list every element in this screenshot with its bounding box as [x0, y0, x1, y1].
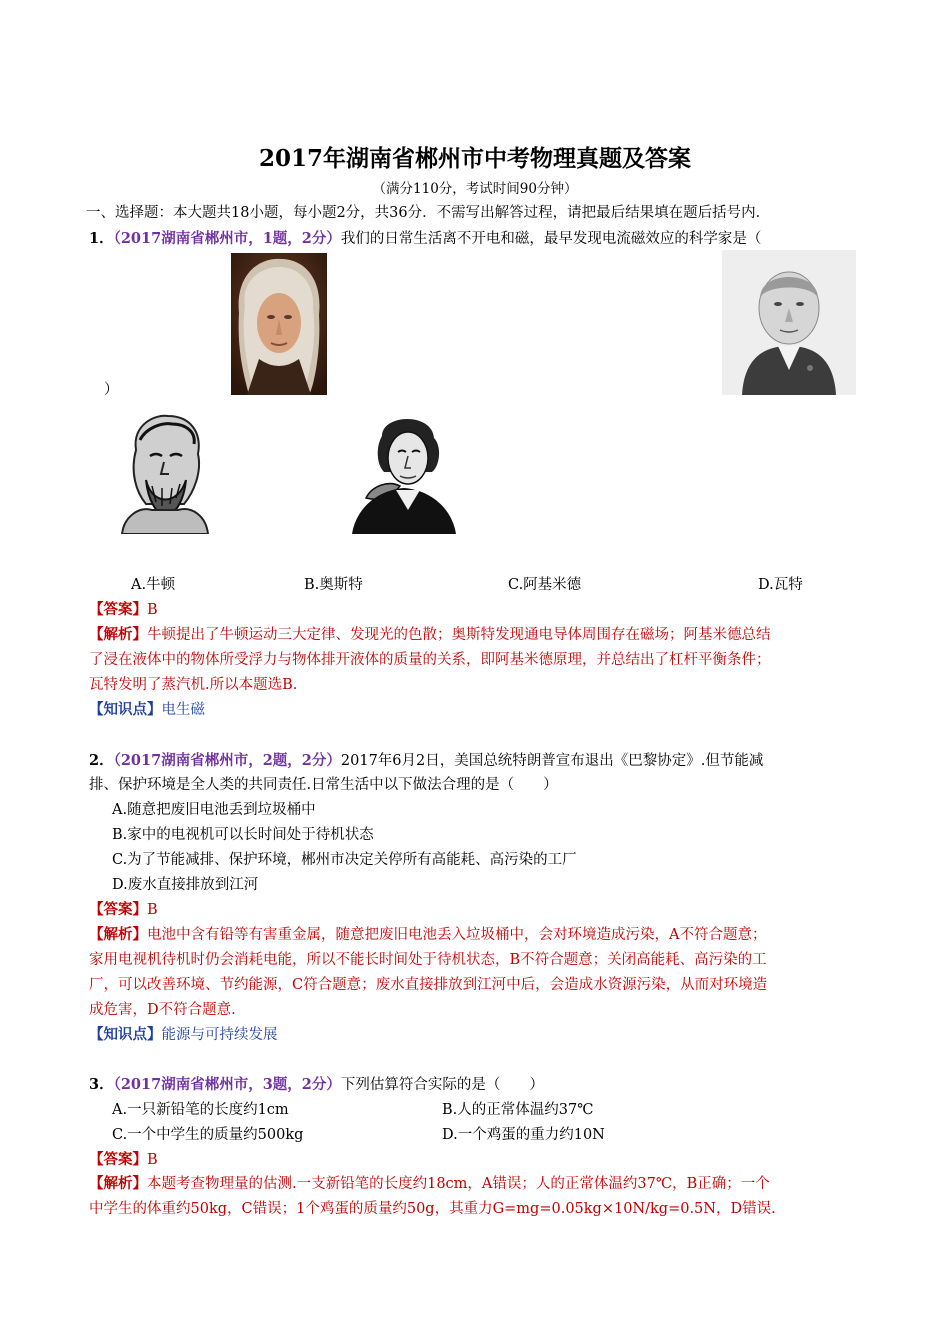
q3-option-d: D.一个鸡蛋的重力约10N [442, 1127, 605, 1143]
knowledge-label: 【知识点】 [89, 701, 162, 718]
question-1-close-paren: ） [104, 382, 119, 398]
question-number: 2． [89, 752, 114, 769]
question-source: （2017湖南省郴州市，3题，2分） [113, 1076, 341, 1093]
answer-label: 【答案】 [89, 901, 147, 918]
q2-option-a: A.随意把废旧电池丢到垃圾桶中 [112, 802, 316, 818]
q1-analysis-line-3: 瓦特发明了蒸汽机.所以本题选B. [89, 677, 298, 693]
q3-analysis-line-2: 中学生的体重约50kg，C错误；1个鸡蛋的质量约50g，其重力G=mg=0.05kg×10N/kg=0.5N，D错误. [89, 1201, 776, 1217]
answer-label: 【答案】 [89, 1151, 147, 1168]
q2-option-c: C.为了节能减排、保护环境，郴州市决定关停所有高能耗、高污染的工厂 [112, 852, 577, 868]
analysis-text: 电池中含有铅等有害重金属，随意把废旧电池丢入垃圾桶中，会对环境造成污染，A不符合题意； [147, 927, 767, 943]
q3-analysis-line-1 [89, 1175, 770, 1193]
q1-knowledge [89, 701, 205, 719]
question-2-stem-line-1 [89, 752, 763, 770]
page-title: 2017年湖南省郴州市中考物理真题及答案 [258, 145, 691, 172]
q2-analysis-line-3: 厂，可以改善环境、节约能源，C符合题意；废水直接排放到江河中后，会造成水资源污染，从而对环境造 [89, 977, 768, 993]
watt-portrait [342, 406, 466, 534]
question-2-stem-line-2: 排、保护环境是全人类的共同责任.日常生活中以下做法合理的是（ ） [89, 777, 558, 793]
q1-option-d: D.瓦特 [758, 577, 803, 593]
q2-analysis-line-2: 家用电视机待机时仍会消耗电能，所以不能长时间处于待机状态，B不符合题意；关闭高能耗、高污染的工 [89, 952, 767, 968]
q3-option-c: C.一个中学生的质量约500kg [112, 1127, 304, 1143]
answer-value: B [147, 602, 158, 618]
archimedes-portrait [106, 410, 224, 534]
q1-analysis-line-2: 了浸在液体中的物体所受浮力与物体排开液体的质量的关系，即阿基米德原理，并总结出了杠杆平衡条件； [89, 652, 771, 668]
question-number: 3． [89, 1076, 114, 1093]
q2-option-d: D.废水直接排放到江河 [112, 877, 259, 893]
question-number: 1． [89, 230, 114, 247]
analysis-label: 【解析】 [89, 926, 147, 943]
analysis-text: 牛顿提出了牛顿运动三大定律、发现光的色散；奥斯特发现通电导体周围存在磁场；阿基米德总结 [147, 627, 771, 643]
section-heading: 一、选择题：本大题共18小题，每小题2分，共36分．不需写出解答过程，请把最后结果填在题后括号内． [86, 205, 771, 221]
analysis-text: 本题考查物理量的估测.一支新铅笔的长度约18cm，A错误；人的正常体温约37℃，B正确；一个 [147, 1176, 770, 1192]
analysis-label: 【解析】 [89, 1175, 147, 1192]
q1-analysis-line-1 [89, 626, 771, 644]
q2-knowledge [89, 1026, 278, 1044]
question-source: （2017湖南省郴州市，1题，2分） [113, 230, 341, 247]
q2-analysis-line-4: 成危害，D不符合题意. [89, 1002, 236, 1018]
question-text: 我们的日常生活离不开电和磁，最早发现电流磁效应的科学家是（ [340, 231, 762, 247]
newton-portrait [231, 253, 327, 395]
answer-label: 【答案】 [89, 601, 147, 618]
question-3-stem [89, 1076, 544, 1094]
oersted-portrait [722, 250, 856, 395]
q3-answer [89, 1151, 158, 1169]
question-1-stem [89, 230, 761, 248]
q3-option-b: B.人的正常体温约37℃ [442, 1102, 594, 1118]
q2-option-b: B.家中的电视机可以长时间处于待机状态 [112, 827, 374, 843]
q1-answer [89, 601, 158, 619]
q1-option-b: B.奥斯特 [304, 577, 363, 593]
answer-value: B [147, 902, 158, 918]
knowledge-value: 电生磁 [161, 702, 205, 718]
analysis-label: 【解析】 [89, 626, 147, 643]
knowledge-value: 能源与可持续发展 [161, 1027, 278, 1043]
question-source: （2017湖南省郴州市，2题，2分） [113, 752, 341, 769]
q1-option-a: A.牛顿 [131, 577, 176, 593]
answer-value: B [147, 1152, 158, 1168]
page-subtitle: （满分110分，考试时间90分钟） [372, 181, 578, 197]
q2-answer [89, 901, 158, 919]
question-text: 2017年6月2日，美国总统特朗普宣布退出《巴黎协定》.但节能减 [340, 753, 764, 769]
knowledge-label: 【知识点】 [89, 1026, 162, 1043]
q3-option-a: A.一只新铅笔的长度约1cm [112, 1102, 289, 1118]
question-text: 下列估算符合实际的是（ ） [340, 1077, 544, 1093]
q1-option-c: C.阿基米德 [508, 577, 582, 593]
q2-analysis-line-1 [89, 926, 766, 944]
